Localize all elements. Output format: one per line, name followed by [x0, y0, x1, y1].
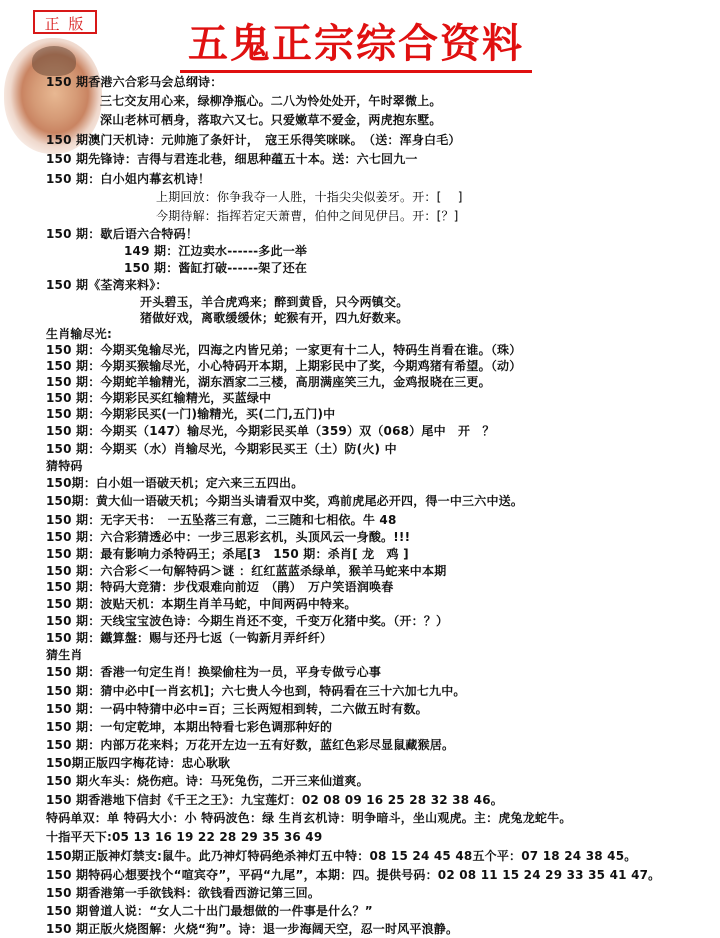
text-line: 150 期曾道人说：“女人二十出门最想做的一件事是什么？”: [46, 904, 373, 918]
text-line: 150 期：六合彩＜一句解特码＞谜 ：红红蓝蓝杀绿单，猴羊马蛇来中本期: [46, 564, 447, 578]
page-title: 五鬼正宗综合资料: [180, 20, 532, 73]
text-line: 生肖输尽光:: [46, 327, 112, 341]
text-line: 150 期香港六合彩马会总纲诗：: [46, 75, 223, 89]
text-line: 深山老林可栖身，落取六又七。只爱嫩草不爱金，两虎抱东墅。: [100, 113, 442, 127]
text-line: 150 期：内部万花来料；万花开左边一五有好数，蓝红色彩尽显鼠藏猴居。: [46, 738, 455, 752]
text-line: 150 期：酱缸打破------架了还在: [124, 261, 308, 275]
text-line: 150 期：今期买猴输尽光，小心特码开本期，上期彩民中了奖，今期鸡猪有希望。（动）: [46, 359, 522, 373]
text-line: 150期正版四字梅花诗：忠心耿耿: [46, 756, 231, 770]
text-line: 149 期：江边卖水------多此一举: [124, 244, 308, 258]
text-line: 150 期：歇后语六合特码！: [46, 227, 199, 241]
text-line: 150期：黄大仙一语破天机；今期当头请看双中奖，鸡前虎尾必开四，得一中三六中送。: [46, 494, 524, 508]
text-line: 150 期《荃湾来料》：: [46, 278, 168, 292]
text-line: 猜生肖: [46, 648, 83, 662]
text-line: 150 期：最有影响力杀特码王；杀尾[3 150 期：杀肖[ 龙 鸡 ]: [46, 547, 409, 561]
text-line: 150 期特码心想要找个“喧宾夺”，平码“九尾”，本期：四。提供号码：02 08 11 15 24 29 33 35 41 47。: [46, 868, 661, 882]
text-line: 150 期：波贴天机：本期生肖羊马蛇，中间两码中特来。: [46, 597, 357, 611]
text-line: 150 期：无字天书： 一五坠落三有意，二三随和七相依。牛 48: [46, 513, 397, 527]
text-line: 猜特码: [46, 459, 83, 473]
text-line: 150 期正版火烧图解：火烧“狗”。诗：退一步海阔天空，忍一时风平浪静。: [46, 922, 459, 936]
text-line: 150 期香港第一手欲钱料：欲钱看西游记第三回。: [46, 886, 321, 900]
text-line: 150 期：今期彩民买(一门)输精光，买(二门,五门)中: [46, 407, 336, 421]
text-line: 150 期火车头：烧伤疤。诗：马死兔伤，二开三来仙道爽。: [46, 774, 369, 788]
text-line: 150 期：一码中特猜中必中=百；三长两短相到转，二六做五时有数。: [46, 702, 428, 716]
text-line: 150 期：天线宝宝波色诗：今期生肖还不变，千变万化猪中奖。（开：？）: [46, 614, 449, 628]
text-line: 150 期澳门天机诗：元帅施了条奸计， 寇王乐得笑咪咪。 （送：浑身白毛）: [46, 133, 461, 147]
text-line: 150 期：今期彩民买红输精光，买蓝绿中: [46, 391, 272, 405]
text-line: 150 期：鐵算盤：赐与还丹七返（一钩新月弄纤纤）: [46, 631, 333, 645]
text-line: 开头碧玉，羊合虎鸡来；醉到黄昏，只今两镇交。: [140, 295, 409, 309]
text-line: 三七交友用心来，绿柳净瓶心。二八为怜处处开，午时翠微上。: [100, 94, 442, 108]
text-line: 150 期：特码大竞猜：步伐艰难向前迈 （鹃） 万户笑语润唤春: [46, 580, 394, 594]
text-line: 150 期香港地下信封《千王之王》：九宝莲灯：02 08 09 16 25 28 32 38 46。: [46, 793, 503, 807]
text-line: 150 期：猜中必中[一肖玄机]；六七贵人今也到，特码看在三十六加七九中。: [46, 684, 466, 698]
text-line: 150 期：六合彩猜透必中：一步三思彩玄机，头顶风云一身酸。!!!: [46, 530, 411, 544]
text-line: 今期待解：指挥若定天萧曹，伯仲之间见伊吕。开：[？]: [156, 209, 459, 223]
text-line: 十指平天下:05 13 16 19 22 28 29 35 36 49: [46, 830, 323, 844]
text-line: 150期正版神灯禁支:鼠牛。此乃神灯特码绝杀神灯五中特：08 15 24 45 48五个平：07 18 24 38 45。: [46, 849, 637, 863]
text-line: 150 期：今期买兔输尽光，四海之内皆兄弟；一家更有十二人，特码生肖看在谁。（珠）: [46, 343, 522, 357]
text-line: 上期回放：你争我夺一人胜，十指尖尖似姜牙。开：[ ]: [156, 190, 463, 204]
text-line: 150 期先锋诗：吉得与君连北巷，细思种蕴五十本。送：六七回九一: [46, 152, 418, 166]
text-line: 150 期：今期买（水）肖输尽光，今期彩民买王（土）防(火) 中: [46, 442, 397, 456]
text-line: 150 期：今期买（147）输尽光，今期彩民买单（359）双（068）尾中 开 ？: [46, 424, 495, 438]
text-line: 150 期：一句定乾坤，本期出特看七彩色调那种好的: [46, 720, 333, 734]
text-line: 特码单双：单 特码大小：小 特码波色：绿 生肖玄机诗：明争暗斗，坐山观虎。主：虎兔龙蛇牛。: [46, 811, 572, 825]
text-line: 猪做好戏，离歌缓缓休；蛇猴有开，四九好数来。: [140, 311, 409, 325]
text-line: 150期：白小姐一语破天机；定六来三五四出。: [46, 476, 304, 490]
text-line: 150 期：香港一句定生肖！换梁偷柱为一员，平身专做亏心事: [46, 665, 382, 679]
authentic-stamp: 正 版: [33, 10, 97, 34]
text-line: 150 期：今期蛇羊输精光，湖东酒家二三楼，高朋满座笑三九，金鸡报晓在三更。: [46, 375, 491, 389]
text-line: 150 期：白小姐内幕玄机诗！: [46, 172, 211, 186]
